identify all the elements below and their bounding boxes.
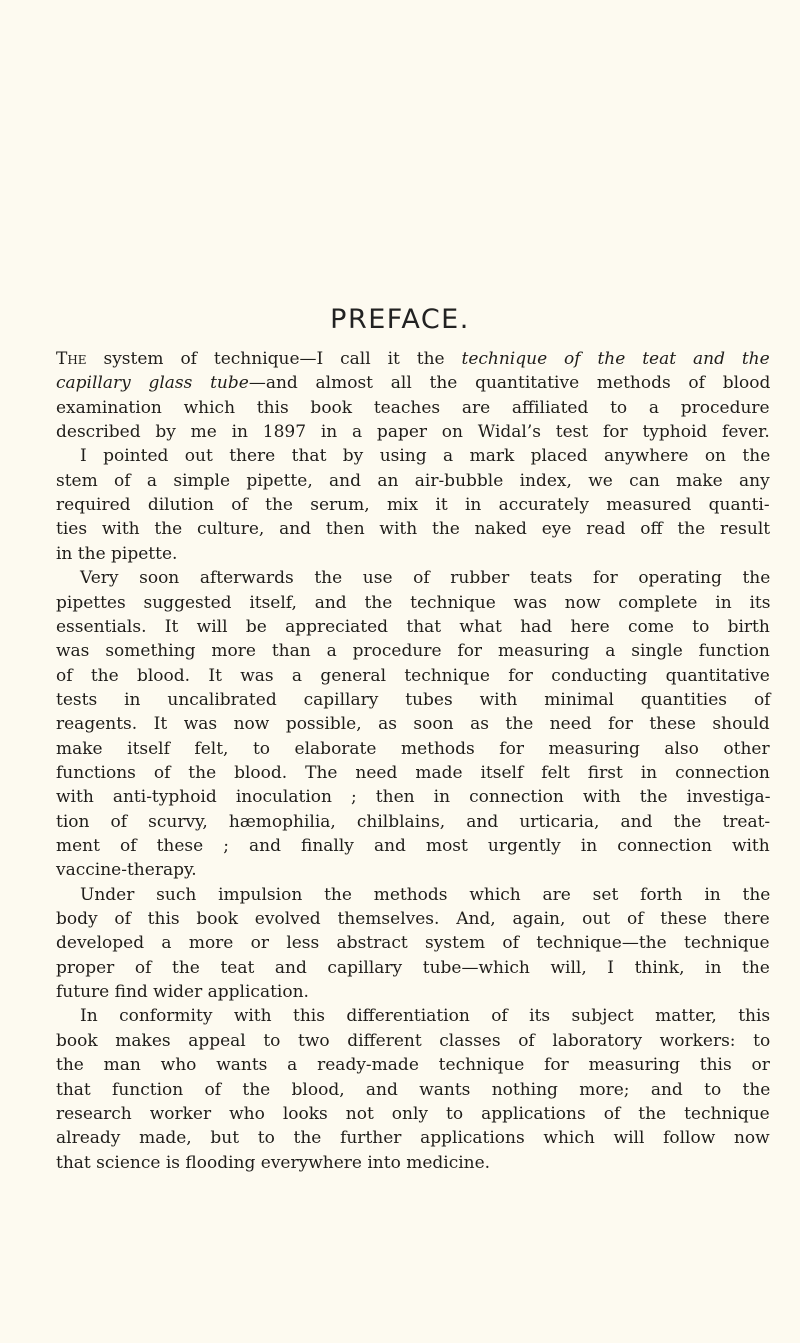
text-line [56,956,770,980]
text-run: in the pipette. [56,543,178,564]
text-run: ties with the culture, and then with the naked eye read off the result [56,519,771,540]
text-run: pipettes suggested itself, and the technique was now complete in its [56,592,771,613]
text-line [56,542,177,566]
text-run: —and almost all the quantitative methods of blood [248,373,771,394]
text-line [56,712,770,736]
text-run: the man who wants a ready-made technique for measuring this or [56,1055,770,1076]
text-run: reagents. It was now possible, as soon as the need for these should [56,714,770,735]
text-run: Under such impulsion the methods which are set forth in the [80,884,771,905]
text-run: required dilution of the serum, mix it in accurately measured quanti- [56,495,770,516]
text-line [80,444,770,468]
text-line [56,469,770,493]
text-run: essentials. It will be appreciated that what had here come to birth [56,616,770,637]
text-line [80,883,770,907]
text-run: stem of a simple pipette, and an air-bubble index, we can make any [56,470,770,491]
text-run: make itself felt, to elaborate methods for measuring also other [56,738,770,759]
text-line [56,1151,490,1175]
text-run: system of technique—I call it the [86,349,462,369]
text-line [80,1004,770,1028]
text-line [56,858,197,882]
text-run: described by me in 1897 in a paper on Widal’s test for typhoid fever. [56,422,770,443]
text-run: future find wider application. [56,982,309,1003]
page-title: PREFACE. [330,304,470,335]
text-run: research worker who looks not only to applications of the technique [56,1103,770,1124]
text-run: of the blood. It was a general technique for conducting quantitative [56,665,770,686]
text-line [56,1078,770,1102]
text-line [56,810,770,834]
text-run: vaccine-therapy. [56,860,197,881]
text-run: with anti-typhoid inoculation ; then in connection with the investiga- [56,787,771,808]
text-line [80,566,770,590]
text-line [56,517,770,541]
text-run: that science is flooding everywhere into medicine. [56,1152,491,1173]
text-line [56,639,770,663]
text-run: tion of scurvy, hæmophilia, chilblains, and urticaria, and the treat- [56,811,771,832]
text-line [56,834,770,858]
text-line [56,1053,770,1077]
text-run: that function of the blood, and wants nothing more; and to the [56,1079,771,1100]
text-run: developed a more or less abstract system of technique—the technique [56,933,770,954]
text-line [56,931,770,955]
text-line [56,1029,770,1053]
text-line [56,371,770,395]
text-line [56,737,770,761]
text-line [56,980,309,1004]
text-line [56,347,770,371]
text-run: Very soon afterwards the use of rubber teats for operating the [80,568,771,589]
text-run: The [56,349,87,369]
text-run: ment of these ; and finally and most urgently in connection with [56,836,770,856]
text-line [56,420,770,444]
text-run: I pointed out there that by using a mark placed anywhere on the [80,446,771,467]
text-run: examination which this book teaches are affiliated to a procedure [56,397,770,418]
text-line [56,396,770,420]
text-run: functions of the blood. The need made itself felt first in connection [56,762,770,783]
text-run: tests in uncalibrated capillary tubes with minimal quantities of [56,689,771,710]
text-run: already made, but to the further applications which will follow now [56,1128,770,1149]
text-line [56,615,770,639]
text-run: capillary glass tube [56,373,249,394]
text-line [56,591,770,615]
text-run: was something more than a procedure for measuring a single function [56,641,770,662]
text-line [56,785,770,809]
text-line [56,664,770,688]
text-run: In conformity with this differentiation of its subject matter, this [80,1006,771,1027]
text-line [56,688,770,712]
text-line [56,1126,770,1150]
text-run: body of this book evolved themselves. And, again, out of these there [56,909,770,930]
text-run: proper of the teat and capillary tube—which will, I think, in the [56,957,770,978]
text-line [56,1102,770,1126]
text-run: book makes appeal to two different classes of laboratory workers: to [56,1030,771,1051]
text-line [56,907,770,931]
text-run: technique of the teat and the [461,349,770,369]
text-line [56,493,770,517]
text-line [56,761,770,785]
